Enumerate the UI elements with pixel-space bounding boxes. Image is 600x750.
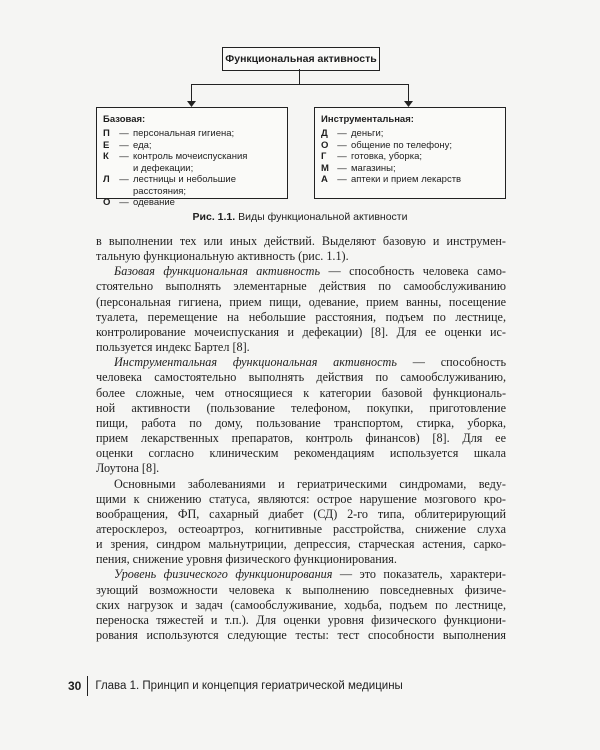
line-text: ной активности (пользование телефоном, покупки, приготовление <box>96 400 506 415</box>
list-item <box>321 174 505 186</box>
term-italic: Инструментальная функциональная активность <box>114 355 397 370</box>
text-line <box>96 325 506 340</box>
item-text: еда; <box>133 139 152 151</box>
item-letter: О <box>321 139 329 151</box>
item-letter: Е <box>103 139 110 151</box>
line-text: тальную функциональную активность (рис. 1.1). <box>96 249 349 264</box>
line-text: пищи, работа по дому, пользование транспортом, стирка, уборка, <box>96 415 506 430</box>
text-line <box>96 522 506 537</box>
basic-activity-box <box>96 107 288 208</box>
text-line <box>96 234 506 249</box>
text-line <box>96 386 506 401</box>
line-text: контролирование мочеиспускания и дефекации) [8]. Для ее оценки ис- <box>96 324 506 339</box>
connector-right <box>408 84 409 102</box>
list-item <box>321 151 505 163</box>
line-text: (персональная гигиена, прием пищи, одевание, прием ванны, посещение <box>96 294 506 309</box>
item-text: деньги; <box>351 128 384 139</box>
item-letter: М <box>321 162 329 174</box>
line-text: более сложные, чем относящиеся к категории базовой функциональ- <box>96 385 506 400</box>
text-line <box>96 583 506 598</box>
line-text: в выполнении тех или иных действий. Выделяют базовую и инструмен- <box>96 234 506 248</box>
list-item <box>103 197 287 209</box>
line-text: щими к снижению статуса, являются: острое нарушение мозгового кро- <box>96 491 506 506</box>
item-dash: — <box>119 128 129 139</box>
item-text: персональная гигиена; <box>133 128 235 139</box>
instrumental-activity-list <box>315 128 505 186</box>
text-line <box>96 477 506 492</box>
text-line <box>96 628 506 643</box>
line-text: — способность человека само- <box>320 264 506 279</box>
text-line <box>96 431 506 446</box>
item-dash: — <box>337 151 347 162</box>
line-text: прием лекарственных препаратов, контроль финансов) [8]. Для ее <box>96 431 506 446</box>
figure-caption <box>0 211 600 223</box>
term-italic: Уровень физического функционирования <box>114 567 333 582</box>
text-line <box>96 416 506 431</box>
list-item <box>103 128 287 140</box>
item-dash: — <box>337 139 347 151</box>
text-line <box>96 310 506 325</box>
list-item <box>321 128 505 140</box>
page-footer <box>68 676 403 696</box>
line-text: человека самостоятельно выполнять действия по самообслуживанию, <box>96 370 506 385</box>
line-text: рования используются следующие тесты: тест способности выполнения <box>96 628 506 643</box>
basic-activity-list <box>97 128 287 209</box>
text-line <box>96 507 506 522</box>
term-italic: Базовая функциональная активность <box>114 264 321 279</box>
line-text: — способность <box>396 355 506 370</box>
item-letter: Г <box>321 151 327 162</box>
item-text: одевание <box>133 197 175 208</box>
item-letter: Л <box>103 174 110 185</box>
body-text <box>96 234 506 643</box>
page-number: 30 <box>68 679 82 693</box>
line-text: пения, снижение уровня физического функционирования. <box>96 552 397 567</box>
diagram-root-box <box>222 47 380 71</box>
text-line <box>96 249 506 264</box>
list-item <box>103 140 287 152</box>
list-item <box>103 174 287 197</box>
line-text: Основными заболеваниями и гериатрическими синдромами, веду- <box>114 476 506 491</box>
item-letter: А <box>321 174 328 185</box>
list-item <box>321 140 505 152</box>
connector-horizontal <box>191 84 409 85</box>
line-text: Лоутона [8]. <box>96 461 160 476</box>
text-line <box>96 552 506 567</box>
basic-activity-title: Базовая: <box>103 114 146 125</box>
line-text: — это показатель, характери- <box>332 567 506 582</box>
list-item <box>103 151 287 163</box>
text-line <box>96 355 506 370</box>
diagram-root-label: Функциональная активность <box>225 53 377 65</box>
item-text: общение по телефону; <box>351 139 453 151</box>
line-text: переноска тяжестей и т.п.). Для оценки уровня физического функциони- <box>96 612 506 627</box>
item-dash: — <box>337 162 347 174</box>
line-text: вообращения, ФП, сахарный диабет (СД) 2-го типа, облитерирующий <box>96 506 506 521</box>
chapter-title: Глава 1. Принцип и концепция гериатрической медицины <box>95 680 403 692</box>
instrumental-activity-box <box>314 107 506 199</box>
text-line <box>96 537 506 552</box>
figure-caption-label: Рис. 1.1. <box>192 211 236 223</box>
item-dash: — <box>337 174 347 185</box>
connector-stem <box>299 69 300 84</box>
connector-left <box>191 84 192 102</box>
text-line <box>96 492 506 507</box>
line-text: оценки согласно клиническим рекомендациям используется шкала <box>96 446 506 461</box>
text-line <box>96 264 506 279</box>
item-text: аптеки и прием лекарств <box>351 174 462 185</box>
text-line <box>96 446 506 461</box>
item-dash: — <box>119 139 129 151</box>
line-text: ских нагрузок и задач (самообслуживание, ходьба, подъем по лестнице, <box>96 597 506 612</box>
item-letter: О <box>103 197 111 208</box>
line-text: пользуется индекс Бартел [8]. <box>96 340 250 355</box>
figure-caption-text: Виды функциональной активности <box>235 211 408 223</box>
text-line <box>96 340 506 355</box>
footer-divider <box>87 676 88 696</box>
item-dash: — <box>119 197 129 208</box>
item-text: контроль мочеиспускания <box>133 151 248 162</box>
item-dash: — <box>337 128 347 139</box>
item-dash: — <box>119 174 129 185</box>
line-text: туалета, перемещение на небольшие расстояния, подъем по лестнице, <box>96 309 506 324</box>
list-item <box>321 163 505 175</box>
line-text: и зрения, синдром мальнутриции, депрессия, старческая астения, сарко- <box>96 537 506 552</box>
item-dash: — <box>119 151 129 162</box>
text-line <box>96 461 506 476</box>
item-text: магазины; <box>351 162 396 174</box>
item-text: готовка, уборка; <box>351 151 422 162</box>
instrumental-activity-title: Инструментальная: <box>321 114 414 125</box>
item-letter: К <box>103 151 109 162</box>
line-text: атеросклероз, остеоартроз, когнитивные расстройства, снижение слуха <box>96 521 506 536</box>
item-letter: Д <box>321 128 328 139</box>
line-text: зующий возможности человека к выполнению повседневных физиче- <box>96 582 506 597</box>
item-letter: П <box>103 128 110 139</box>
text-line <box>96 613 506 628</box>
text-line <box>96 401 506 416</box>
item-text: лестницы и небольшие расстояния; <box>133 174 236 197</box>
text-line <box>96 567 506 582</box>
line-text: стоятельно выполнять элементарные действия по самообслуживанию <box>96 279 506 294</box>
text-line <box>96 279 506 294</box>
text-line <box>96 598 506 613</box>
text-line <box>96 370 506 385</box>
item-text-continued: и дефекации; <box>133 162 194 174</box>
text-line <box>96 295 506 310</box>
